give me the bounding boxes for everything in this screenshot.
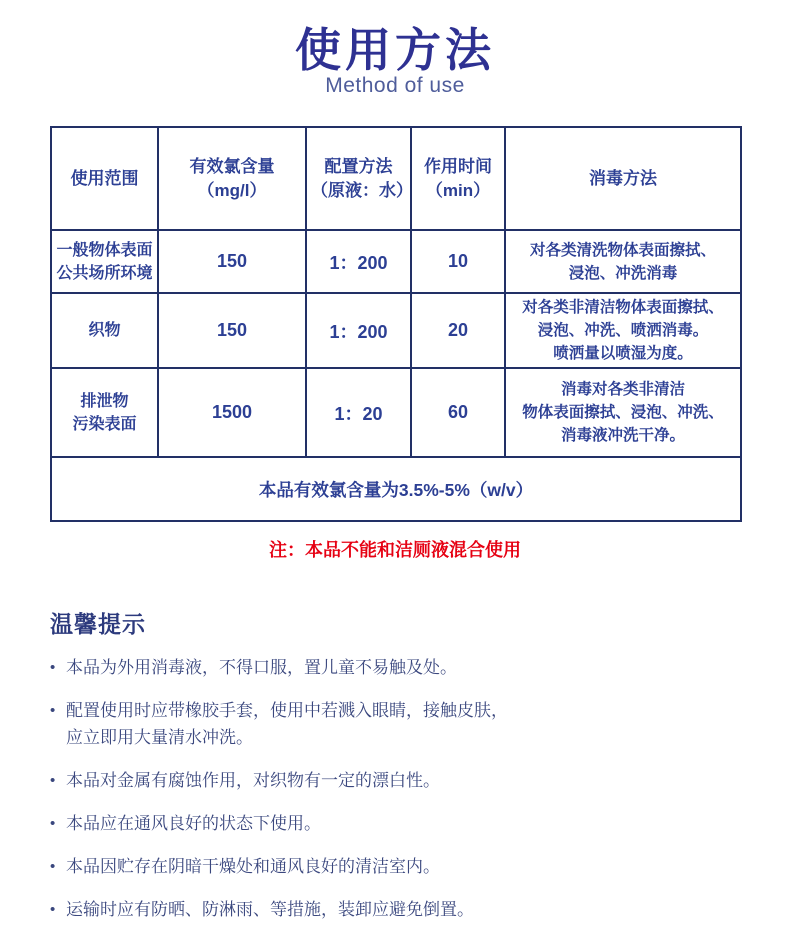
usage-table	[50, 126, 742, 522]
tip-text: 本品对金属有腐蚀作用，对织物有一定的漂白性。	[66, 771, 440, 790]
cell-scope: 织物	[51, 293, 158, 368]
header-dilution: 配置方法 （原液：水）	[306, 127, 411, 230]
header-method: 消毒方法	[505, 127, 741, 230]
tip-item	[50, 896, 710, 923]
cell-dilution: 1：200	[306, 230, 411, 293]
cell-scope: 一般物体表面 公共场所环境	[51, 230, 158, 293]
tip-item	[50, 810, 710, 837]
table-row	[51, 230, 741, 293]
cell-chlorine: 150	[158, 230, 306, 293]
bullet-icon: •	[50, 858, 56, 875]
page-subtitle: Method of use	[325, 74, 465, 97]
tips-section	[50, 606, 710, 939]
cell-time: 60	[411, 368, 505, 457]
header-chlorine: 有效氯含量 （mg/l）	[158, 127, 306, 230]
table-row	[51, 368, 741, 457]
tip-text: 运输时应有防晒、防淋雨、等措施，装卸应避免倒置。	[66, 900, 474, 919]
tips-list	[50, 654, 710, 923]
cell-time: 10	[411, 230, 505, 293]
warning-note: 注：本品不能和洁厕液混合使用	[269, 540, 521, 560]
cell-method: 消毒对各类非清洁 物体表面擦拭、浸泡、冲洗、 消毒液冲洗干净。	[505, 368, 741, 457]
tip-text: 本品应在通风良好的状态下使用。	[66, 814, 321, 833]
cell-chlorine: 1500	[158, 368, 306, 457]
cell-method: 对各类清洗物体表面擦拭、 浸泡、冲洗消毒	[505, 230, 741, 293]
tip-item	[50, 654, 710, 681]
cell-dilution: 1：20	[306, 368, 411, 457]
table-footer-note: 本品有效氯含量为3.5%-5%（w/v）	[51, 457, 741, 521]
bullet-icon: •	[50, 901, 56, 918]
table-row	[51, 293, 741, 368]
header-scope: 使用范围	[51, 127, 158, 230]
bullet-icon: •	[50, 772, 56, 789]
header-time: 作用时间 （min）	[411, 127, 505, 230]
tip-text: 本品为外用消毒液，不得口服，置儿童不易触及处。	[66, 658, 457, 677]
bullet-icon: •	[50, 659, 56, 676]
table-footer-row	[51, 457, 741, 521]
cell-chlorine: 150	[158, 293, 306, 368]
page-title: 使用方法	[295, 24, 495, 76]
cell-time: 20	[411, 293, 505, 368]
bullet-icon: •	[50, 815, 56, 832]
tip-item	[50, 767, 710, 794]
cell-method: 对各类非清洁物体表面擦拭、 浸泡、冲洗、喷洒消毒。 喷洒量以喷湿为度。	[505, 293, 741, 368]
tip-item	[50, 697, 710, 751]
tip-text: 本品因贮存在阴暗干燥处和通风良好的清洁室内。	[66, 857, 440, 876]
tip-text: 配置使用时应带橡胶手套，使用中若溅入眼睛，接触皮肤， 应立即用大量清水冲洗。	[66, 701, 508, 747]
table-header-row	[51, 127, 741, 230]
tips-heading: 温馨提示	[50, 611, 146, 637]
cell-scope: 排泄物 污染表面	[51, 368, 158, 457]
tip-item	[50, 853, 710, 880]
bullet-icon: •	[50, 702, 56, 719]
cell-dilution: 1：200	[306, 293, 411, 368]
